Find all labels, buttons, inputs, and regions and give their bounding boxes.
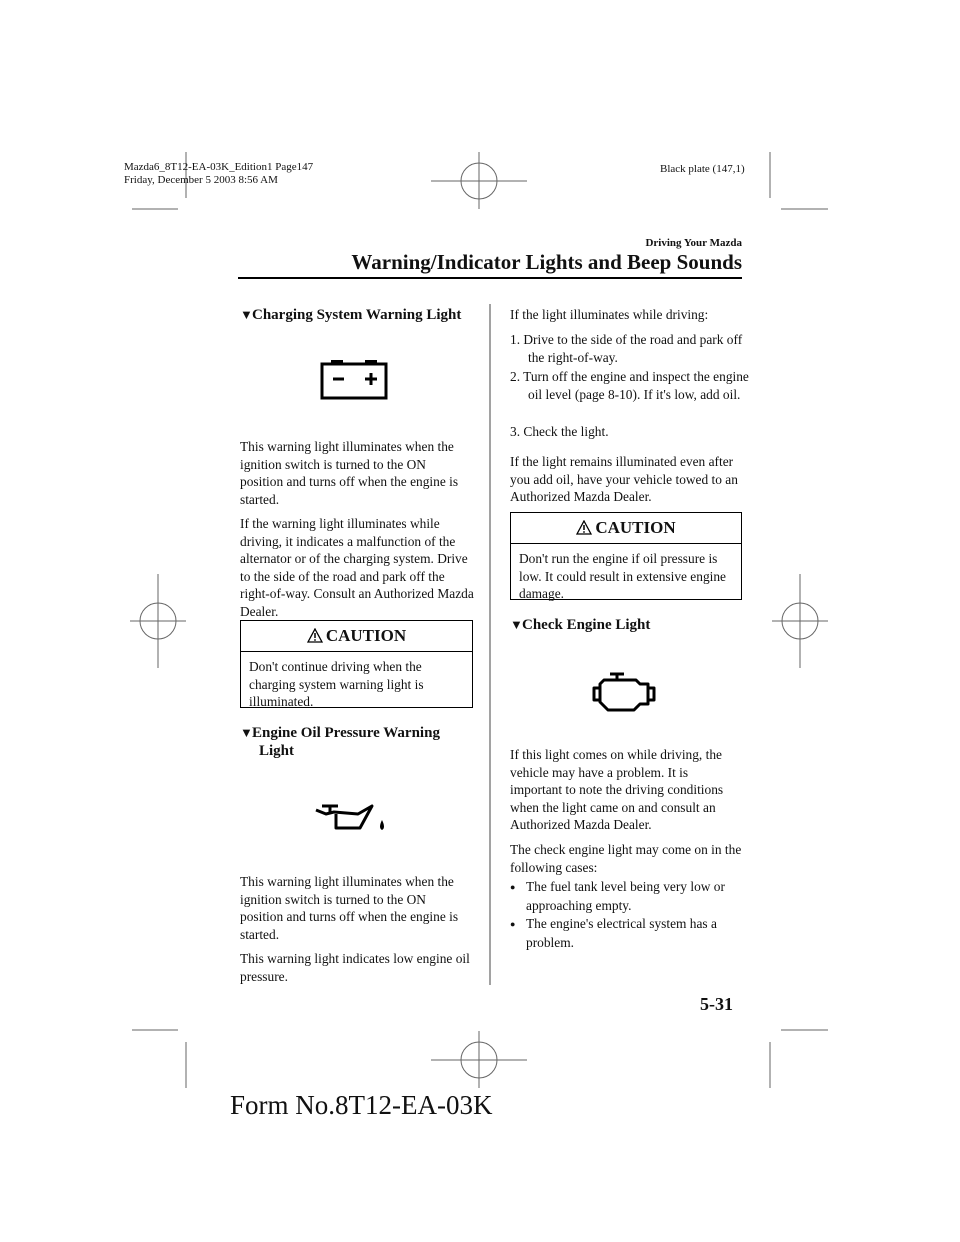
triangle-icon: ▼ bbox=[240, 307, 253, 322]
bullet-icon: ● bbox=[510, 882, 516, 892]
list-item: 1. Drive to the side of the road and park off the right-of-way. bbox=[510, 332, 743, 365]
list-item: ● The fuel tank level being very low or approaching empty. bbox=[510, 879, 725, 913]
triangle-icon: ▼ bbox=[240, 725, 253, 740]
file-info bbox=[124, 161, 313, 187]
heading-charging-system: ▼Charging System Warning Light bbox=[240, 307, 462, 323]
caution-box-oil bbox=[510, 512, 742, 600]
section-label: Driving Your Mazda bbox=[645, 237, 742, 249]
oil-paragraph-2: This warning light indicates low engine oil pressure. bbox=[240, 951, 470, 984]
bullet-icon: ● bbox=[510, 919, 516, 929]
heading-engine-oil-pressure: ▼Engine Oil Pressure Warning Light bbox=[240, 725, 440, 759]
page-number: 5-31 bbox=[700, 994, 733, 1014]
engine-icon bbox=[590, 670, 658, 714]
oil-paragraph-1: This warning light illuminates when the ignition switch is turned to the ON position and turns off when the engine is started. bbox=[240, 874, 459, 942]
page-title: Warning/Indicator Lights and Beep Sounds bbox=[351, 250, 742, 274]
file-info-line1: Mazda6_8T12-EA-03K_Edition1 Page147 bbox=[124, 161, 314, 173]
oil-can-icon bbox=[312, 798, 392, 834]
caution-box-charging bbox=[240, 620, 473, 708]
check-engine-paragraph-2: The check engine light may come on in the following cases: bbox=[510, 842, 742, 875]
list-item: 3. Check the light. bbox=[510, 424, 609, 439]
battery-icon bbox=[320, 358, 388, 400]
warning-triangle-icon bbox=[576, 520, 592, 535]
list-item: ● The engine's electrical system has a problem. bbox=[510, 916, 717, 950]
charging-paragraph-2: If the warning light illuminates while driving, it indicates a malfunction of the alternator or of the charging system. Drive to the side of the road and park off the right-of-way. Consult an Authorized Mazda Dealer. bbox=[240, 516, 474, 619]
list-item: 2. Turn off the engine and inspect the engine oil level (page 8-10). If it's low, add oil. bbox=[510, 369, 749, 402]
caution-text: Don't continue driving when the charging system warning light is illuminated. bbox=[249, 659, 424, 710]
caution-header: CAUTION bbox=[241, 621, 472, 652]
form-number: Form No.8T12-EA-03K bbox=[230, 1090, 493, 1120]
right-intro: If the light illuminates while driving: bbox=[510, 307, 709, 322]
warning-triangle-icon bbox=[307, 628, 323, 643]
file-info-line2: Friday, December 5 2003 8:56 AM bbox=[124, 174, 278, 186]
oil-towing-paragraph: If the light remains illuminated even after you add oil, have your vehicle towed to an Authorized Mazda Dealer. bbox=[510, 454, 738, 505]
charging-paragraph-1: This warning light illuminates when the ignition switch is turned to the ON position and turns off when the engine is started. bbox=[240, 439, 459, 507]
triangle-icon: ▼ bbox=[510, 617, 523, 632]
check-engine-paragraph-1: If this light comes on while driving, the vehicle may have a problem. It is important to note the driving conditions when the light came on and consult an Authorized Mazda Dealer. bbox=[510, 747, 724, 833]
caution-text: Don't run the engine if oil pressure is low. It could result in extensive engine damage. bbox=[519, 551, 727, 602]
heading-check-engine: ▼Check Engine Light bbox=[510, 617, 651, 633]
header-rule bbox=[238, 277, 742, 279]
plate-label: Black plate (147,1) bbox=[660, 163, 745, 175]
caution-header: CAUTION bbox=[511, 513, 741, 544]
